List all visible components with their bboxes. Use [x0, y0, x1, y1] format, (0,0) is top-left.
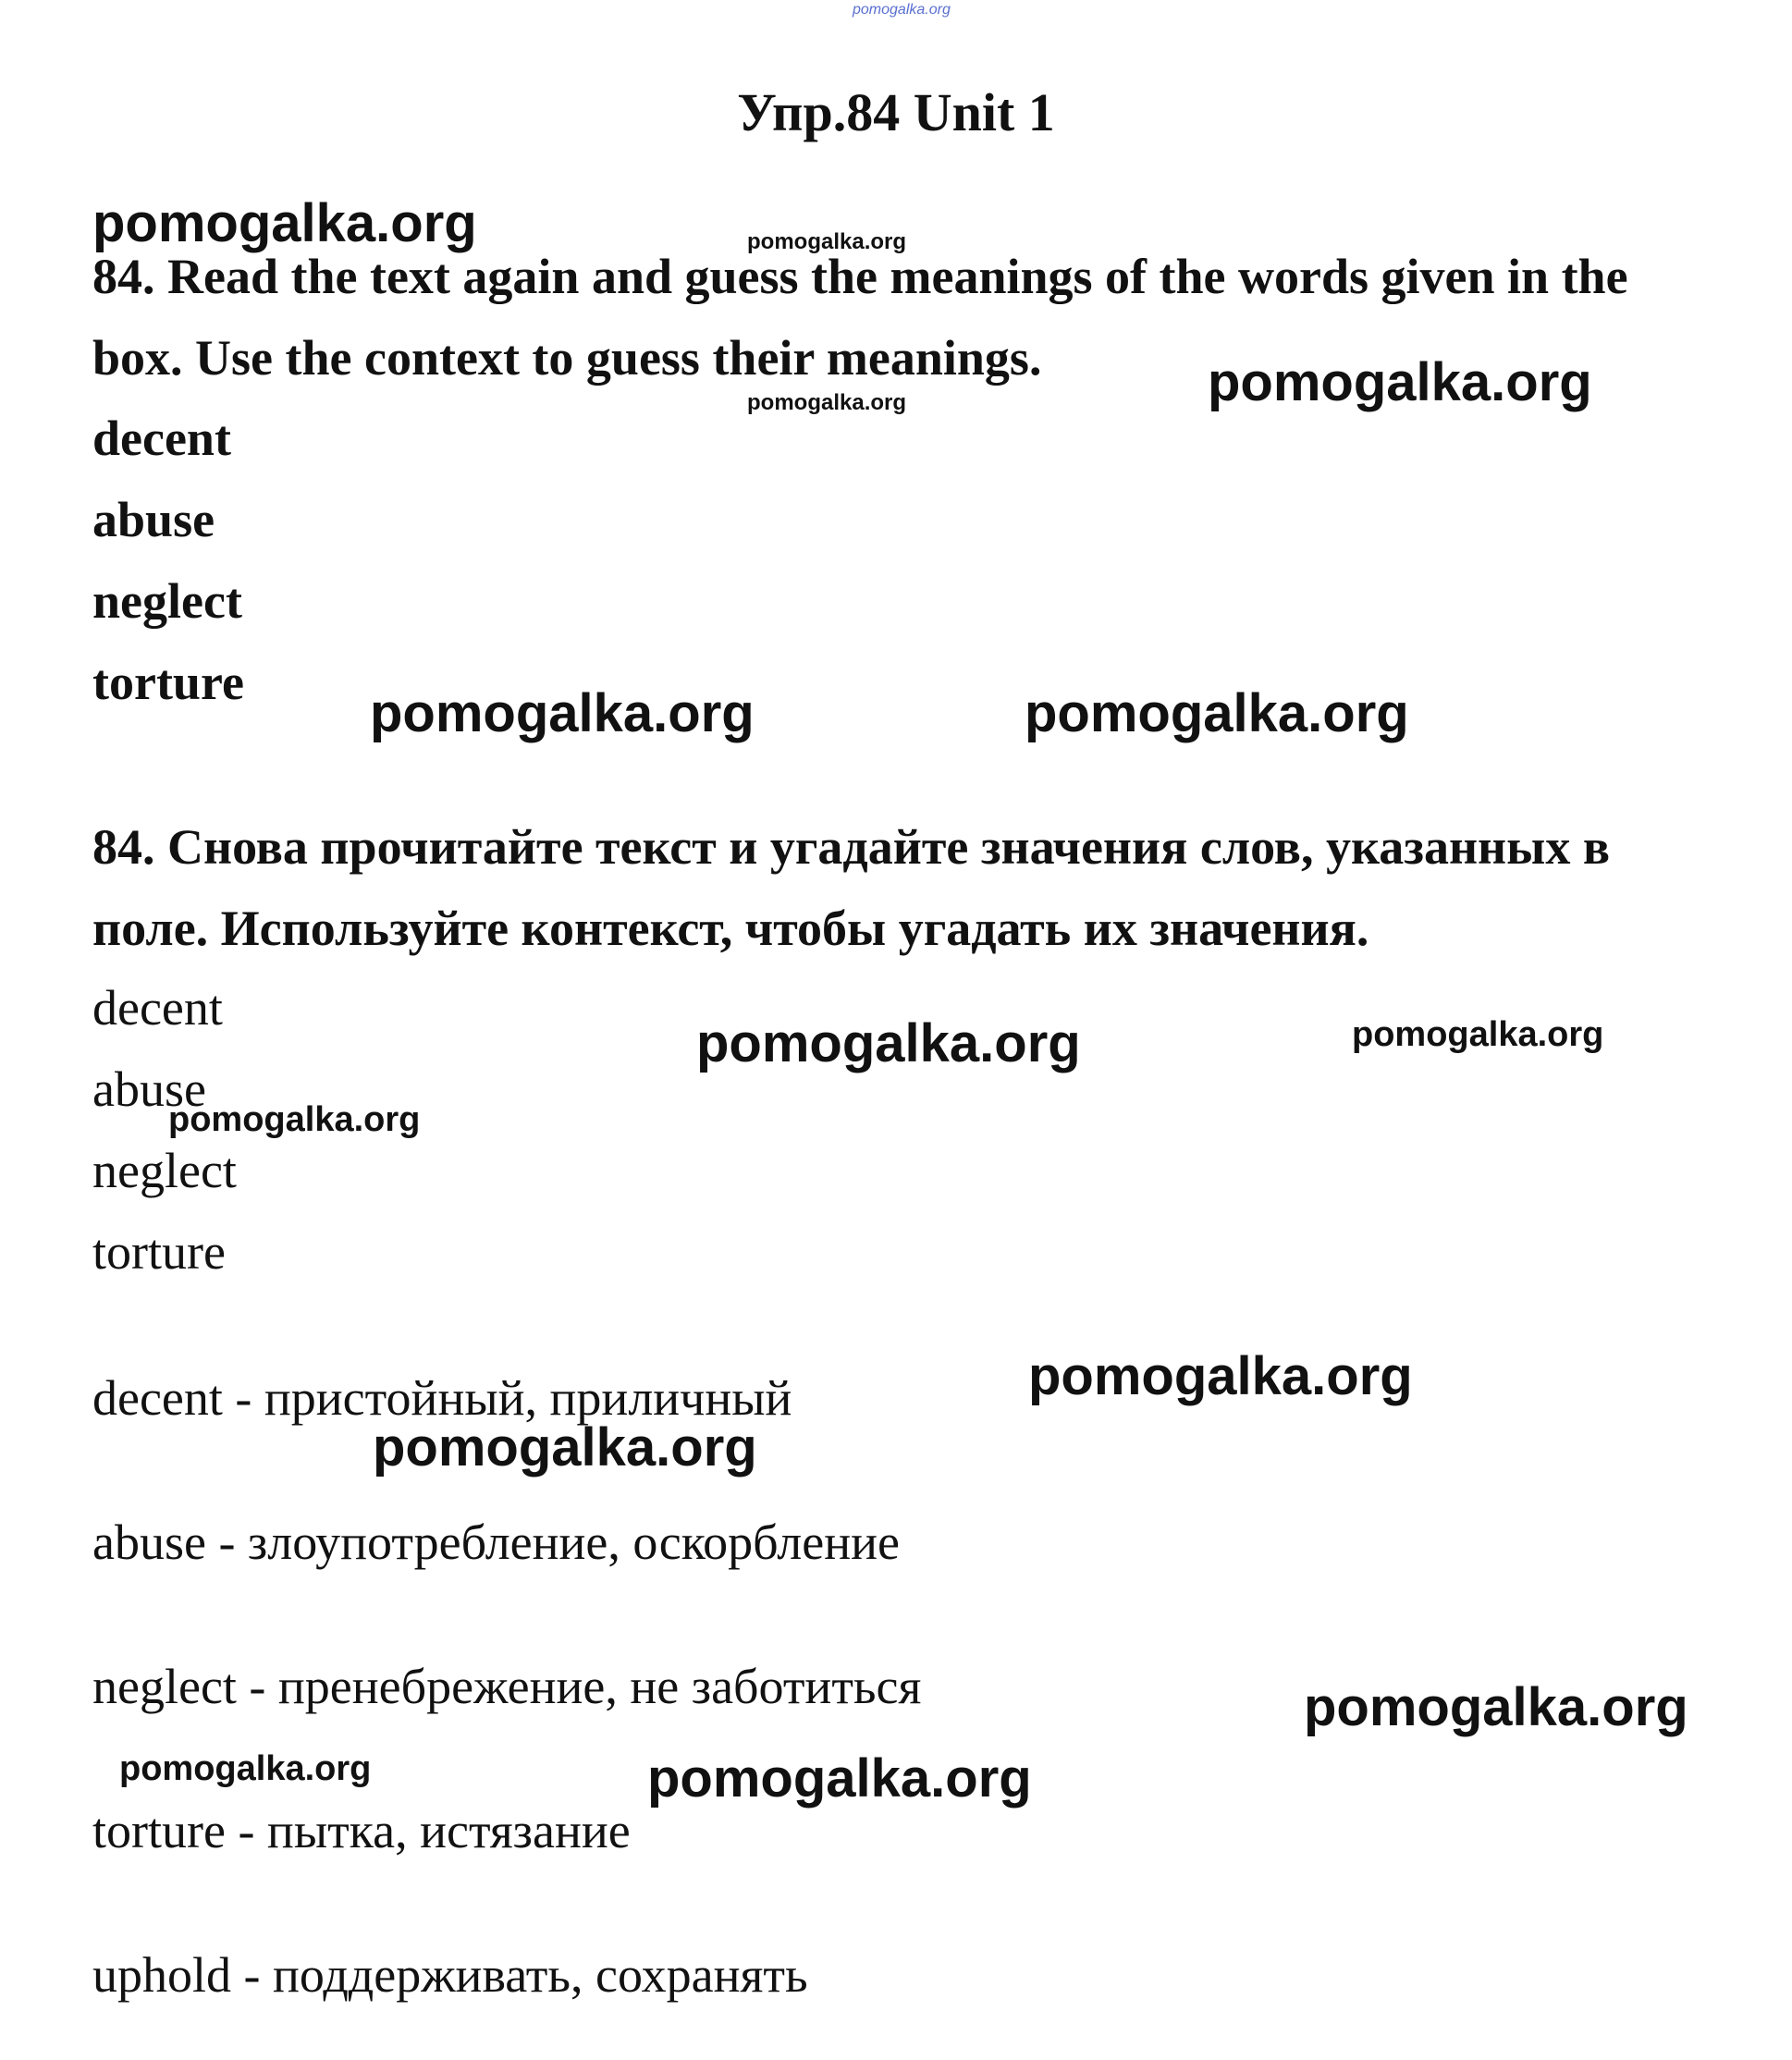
answer-torture: torture - пытка, истязание	[92, 1803, 631, 1858]
watermark: pomogalka.org	[119, 1749, 372, 1788]
watermark: pomogalka.org	[373, 1417, 757, 1478]
answer-decent: decent - пристойный, приличный	[92, 1370, 792, 1426]
watermark: pomogalka.org	[1304, 1677, 1688, 1737]
word-abuse: abuse	[92, 1061, 206, 1117]
answer-neglect: neglect - пренебрежение, не заботиться	[92, 1659, 922, 1714]
word-bold-decent: decent	[92, 411, 231, 466]
word-bold-neglect: neglect	[92, 573, 242, 629]
word-torture: torture	[92, 1224, 226, 1280]
watermark: pomogalka.org	[168, 1100, 421, 1139]
watermark: pomogalka.org	[370, 683, 755, 743]
word-neglect: neglect	[92, 1143, 237, 1198]
watermark: pomogalka.org	[1028, 1346, 1413, 1406]
watermark: pomogalka.org	[747, 390, 907, 415]
word-bold-torture: torture	[92, 655, 244, 710]
watermark: pomogalka.org	[647, 1748, 1032, 1809]
watermark: pomogalka.org	[92, 193, 477, 253]
task-russian: 84. Снова прочитайте текст и угадайте значения слов, указанных в поле. Используйте контекст, чтобы угадать их значения.	[92, 819, 1610, 956]
page-title: Упр.84 Unit 1	[737, 82, 1055, 142]
watermark: pomogalka.org	[747, 229, 907, 254]
watermark-top: pomogalka.org	[853, 2, 951, 18]
answer-uphold: uphold - поддерживать, сохранять	[92, 1947, 808, 2003]
watermark: pomogalka.org	[1025, 683, 1409, 743]
task-english: 84. Read the text again and guess the meanings of the words given in the box. Use the context to guess their meanings.	[92, 249, 1628, 386]
word-decent: decent	[92, 980, 223, 1036]
answer-abuse: abuse - злоупотребление, оскорбление	[92, 1514, 900, 1570]
watermark: pomogalka.org	[1352, 1015, 1604, 1054]
word-bold-abuse: abuse	[92, 492, 215, 547]
watermark: pomogalka.org	[1208, 352, 1592, 412]
watermark: pomogalka.org	[696, 1013, 1081, 1073]
